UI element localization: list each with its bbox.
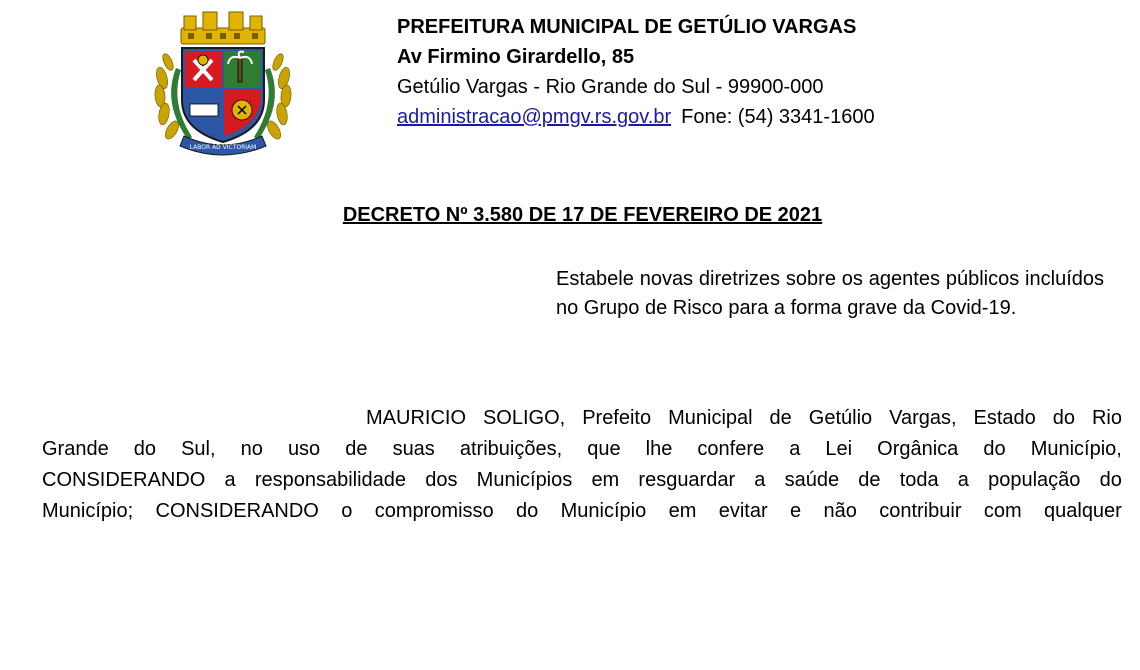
body-line [42,465,1122,496]
body-word: Prefeito [582,407,652,429]
body-word: Municipal [668,407,753,429]
body-word: Orgânica [877,438,959,460]
body-word: lhe [645,438,673,460]
email-link[interactable]: administracao@pmgv.rs.gov.br [397,106,672,128]
body-word: responsabilidade [254,469,407,491]
body-word: resguardar [638,469,736,491]
body-word: a [224,469,236,491]
decree-title: DECRETO Nº 3.580 DE 17 DE FEVEREIRO DE 2021 [342,204,823,226]
body-word: que [587,438,621,460]
body-word: Grande [42,438,109,460]
body-word: do [983,438,1006,460]
body-word: Sul, [181,438,216,460]
body-word: a [754,469,766,491]
body-word: em [591,469,620,491]
organization-address: Av Firmino Girardello, 85 [397,46,635,68]
body-line-text [42,496,1122,527]
svg-text:LABOR AD VICTORIAM: LABOR AD VICTORIAM [189,144,257,151]
organization-name: PREFEITURA MUNICIPAL DE GETÚLIO VARGAS [397,16,857,38]
body-word: Lei [825,438,853,460]
body-word: Município, [1030,438,1122,460]
body-word: atribuições, [459,438,563,460]
body-word: não [823,500,857,522]
body-word: CONSIDERANDO [155,500,319,522]
body-word: a [789,438,801,460]
body-word: do [133,438,157,460]
body-word: MAURICIO [366,407,466,429]
body-word: Município; [42,500,134,522]
body-word: de [858,469,881,491]
body-word: qualquer [1044,500,1122,522]
body-word: evitar [718,500,768,522]
body-line [42,403,1122,434]
body-word: no [240,438,263,460]
body-word: SOLIGO, [482,407,566,429]
body-line-text [42,434,1122,465]
body-word: Vargas, [889,407,957,429]
body-line [42,496,1122,527]
organization-city-line: Getúlio Vargas - Rio Grande do Sul - 99900-000 [397,76,824,98]
body-word: suas [392,438,435,460]
decree-body [42,403,1122,527]
contact-line [397,102,1117,132]
body-word: compromisso [374,500,494,522]
body-word: uso [287,438,321,460]
body-word: e [790,500,802,522]
body-word: do [1052,407,1076,429]
body-word: Rio [1091,407,1122,429]
body-word: de [345,438,368,460]
body-line [42,434,1122,465]
body-word: de [769,407,792,429]
body-word: CONSIDERANDO [42,469,206,491]
body-word: com [983,500,1022,522]
body-word: população [988,469,1081,491]
phone-number: Fone: (54) 3341-1600 [681,106,875,128]
body-word: o [341,500,353,522]
decree-ementa: Estabele novas diretrizes sobre os agentes públicos incluídos no Grupo de Risco para a forma grave da Covid-19. [556,268,1104,319]
body-word: do [516,500,539,522]
letterhead [397,12,1117,132]
body-word: Estado [973,407,1036,429]
body-word: Municípios [476,469,573,491]
body-word: saúde [784,469,840,491]
body-word: toda [899,469,939,491]
body-word: dos [425,469,458,491]
body-word: confere [697,438,765,460]
coat-of-arms-icon [148,8,298,156]
body-word: contribuir [879,500,962,522]
body-line-text [42,465,1122,496]
body-word: Município [560,500,647,522]
body-word: em [668,500,697,522]
body-line-text [366,403,1122,434]
body-word: Getúlio [808,407,873,429]
body-word: a [957,469,969,491]
body-word: do [1099,469,1122,491]
